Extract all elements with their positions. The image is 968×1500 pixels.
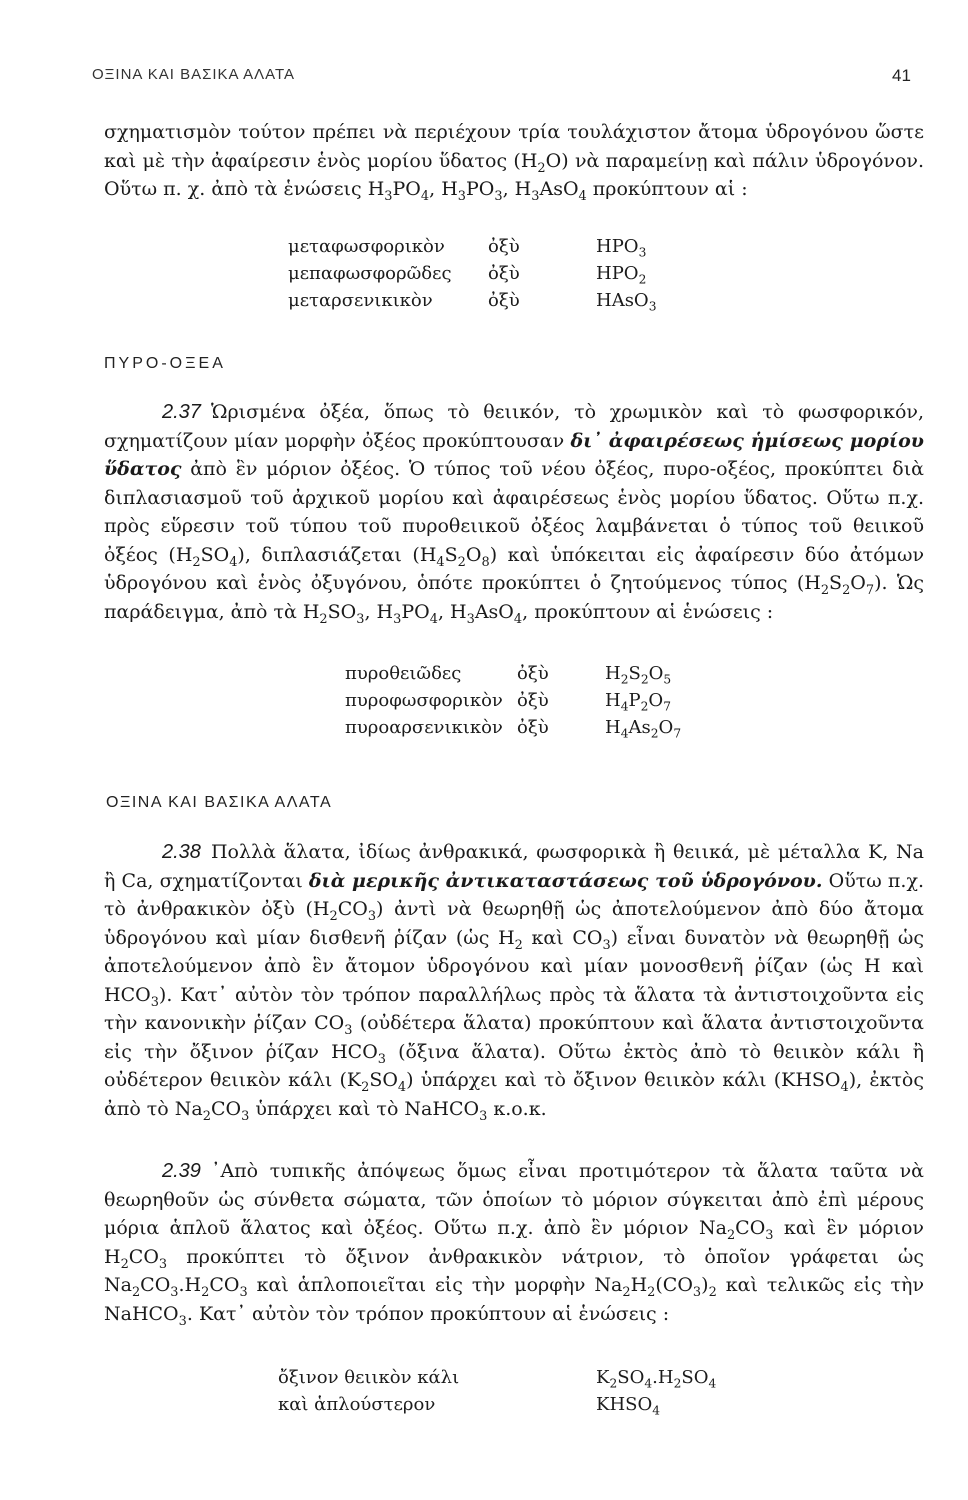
- running-head: ΟΞΙΝΑ ΚΑΙ ΒΑΣΙΚΑ ΑΛΑΤΑ: [92, 66, 296, 83]
- section-number: 2.39: [162, 1160, 201, 1182]
- final-list: [278, 1364, 716, 1418]
- section-heading-pyro: ΠΥΡΟ-ΟΞΕΑ: [104, 355, 226, 372]
- section-2-39: 2.39 ᾽Απὸ τυπικῆς ἀπόψεως ὅμως εἶναι προτιμότερον τὰ ἅλατα ταῦτα νὰ θεωρηθοῦν ὡς σύνθετα σώματα, τῶν ὁποίων τὸ μόριον σύγκειται ἀπὸ ἐπὶ μέρους μόρια ἁπλοῦ ἅλατος καὶ ὀξέος. Οὕτω π.χ. ἀπὸ ἓν μόριον $Na_2CO_3$ καὶ ἓν μόριον $H_2CO_3$ προκύπτει τὸ ὄξινον ἀνθρακικὸν νάτριον, τὸ ὁποῖον γράφεται ὡς $Na_2CO_3.H_2CO_3$ καὶ ἁπλοποιεῖται εἰς τὴν μορφὴν $Na_2H_2(CO_3)_2$ καὶ τελικῶς εἰς τὴν NaHCO$_3$. Κατ᾽ αὐτὸν τὸν τρόπον προκύπτουν αἱ ἑνώσεις :: [104, 1160, 924, 1329]
- section-2-38: 2.38 Πολλὰ ἅλατα, ἰδίως ἀνθρακικά, φωσφορικὰ ἢ θειικά, μὲ μέταλλα K, Na ἢ Ca, σχηματίζονται διὰ μερικῆς ἀντικαταστάσεως τοῦ ὑδρογόνου. Οὕτω π.χ. τὸ ἀνθρακικὸν ὀξὺ $(H_2CO_3)$ ἀντὶ νὰ θεωρηθῇ ὡς ἀποτελούμενον ἀπὸ δύο ἄτομα ὑδρογόνου καὶ μίαν δισθενῆ ῥίζαν (ὡς $H_2$ καὶ $CO_3$) εἶναι δυνατὸν νὰ θεωρηθῇ ὡς ἀποτελούμενον ἀπὸ ἓν ἄτομον ὑδρογόνου καὶ μίαν μονοσθενῆ ῥίζαν (ὡς H καὶ $HCO_3$). Κατ᾽ αὐτὸν τὸν τρόπον παραλλήλως πρὸς τὰ ἅλατα τὰ ἀντιστοιχοῦντα εἰς τὴν κανονικὴν ῥίζαν $CO_3$ (οὐδέτερα ἅλατα) προκύπτουν καὶ ἅλατα ἀντιστοιχοῦντα εἰς τὴν ὄξινον ῥίζαν $HCO_3$ (ὄξινα ἅλατα). Οὕτω ἐκτὸς ἀπὸ τὸ θειικὸν κάλι ἢ οὐδέτερον θειικὸν κάλι $(K_2SO_4)$ ὑπάρχει καὶ τὸ ὄξινον θειικὸν κάλι $(KHSO_4)$, ἐκτὸς ἀπὸ τὸ $Na_2CO_3$ ὑπάρχει καὶ τὸ NaHCO$_3$ κ.ο.κ.: [104, 841, 924, 1124]
- section-heading-salts: ΟΞΙΝΑ ΚΑΙ ΒΑΣΙΚΑ ΑΛΑΤΑ: [106, 794, 333, 811]
- list-item: πυροφωσφορικὸν ὀξὺ $H_4P_2O_7$: [345, 690, 671, 714]
- section-number: 2.38: [162, 841, 201, 863]
- pyro-acids-list: [345, 660, 681, 741]
- list-item: μεταφωσφορικὸν ὀξὺ $HPO_3$: [288, 236, 647, 260]
- intro-paragraph: σχηματισμὸν τούτον πρέπει νὰ περιέχουν τρία τουλάχιστον ἄτομα ὑδρογόνου ὥστε καὶ μὲ τὴν ἀφαίρεσιν ἑνὸς μορίου ὕδατος $(H_2O)$ νὰ παραμείνῃ καὶ πάλιν ὑδρογόνον. Οὕτω π. χ. ἀπὸ τὰ ἑνώσεις $H_3PO_4$, $H_3PO_3$, $H_3AsO_4$ προκύπτουν αἱ :: [104, 121, 924, 204]
- list-item: πυροαρσενικικὸν ὀξὺ $H_4As_2O_7$: [345, 717, 682, 741]
- page-number: 41: [892, 66, 911, 85]
- list-item: μεπαφωσφορῶδες ὀξὺ $HPO_2$: [288, 263, 647, 287]
- list-item: μεταρσενικικὸν ὀξὺ HAsO$_3$: [288, 290, 657, 314]
- section-2-37: 2.37 Ὡρισμένα ὀξέα, ὅπως τὸ θειικόν, τὸ χρωμικὸν καὶ τὸ φωσφορικόν, σχηματίζουν μίαν μορφὴν ὀξέος προκύπτουσαν δι᾽ ἀφαιρέσεως ἡμίσεως μορίου ὕδατος ἀπὸ ἓν μόριον ὀξέος. Ὁ τύπος τοῦ νέου ὀξέος, πυρο-οξέος, προκύπτει διὰ διπλασιασμοῦ τοῦ ἀρχικοῦ μορίου καὶ ἀφαιρέσεως ἑνὸς μορίου ὕδατος. Οὕτω π.χ. πρὸς εὕρεσιν τοῦ τύπου τοῦ πυροθειικοῦ ὀξέος λαμβάνεται ὁ τύπος τοῦ θειικοῦ ὀξέος $(H_2SO_4)$, διπλασιάζεται $(H_4S_2O_8)$ καὶ ὑπόκειται εἰς ἀφαίρεσιν δύο ἀτόμων ὑδρογόνου καὶ ἑνὸς ὀξυγόνου, ὁπότε προκύπτει ὁ ζητούμενος τύπος $(H_2S_2O_7)$. Ὡς παράδειγμα, ἀπὸ τὰ $H_2SO_3$, $H_3PO_4$, $H_3AsO_4$, προκύπτουν αἱ ἑνώσεις :: [104, 401, 924, 627]
- meta-acids-list: [288, 233, 657, 314]
- list-item: καὶ ἁπλούστερον $KHSO_4$: [278, 1394, 661, 1418]
- list-item: πυροθειῶδες ὀξὺ $H_2S_2O_5$: [345, 663, 672, 687]
- section-number: 2.37: [162, 401, 201, 423]
- list-item: ὄξινον θειικὸν κάλι $K_2SO_4.H_2SO_4$: [278, 1367, 717, 1391]
